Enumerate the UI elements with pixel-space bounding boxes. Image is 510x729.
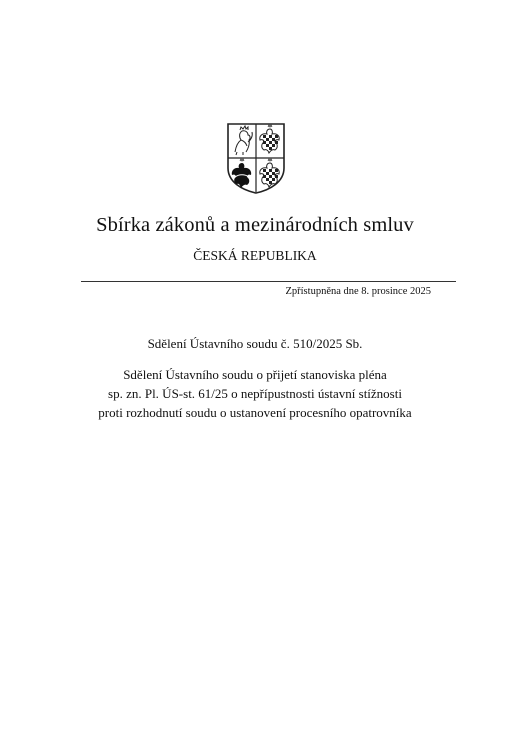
document-title-line: proti rozhodnutí soudu o ustanovení procesního opatrovníka	[98, 405, 412, 420]
coat-of-arms-icon	[226, 122, 286, 194]
document-title-line: sp. zn. Pl. ÚS-st. 61/25 o nepřípustnosti ústavní stížnosti	[108, 386, 402, 401]
document-title-line: Sdělení Ústavního soudu o přijetí stanoviska pléna	[123, 367, 387, 382]
publication-date: Zpřístupněna dne 8. prosince 2025	[285, 286, 431, 297]
document-number: Sdělení Ústavního soudu č. 510/2025 Sb.	[147, 336, 363, 351]
collection-title: Sbírka zákonů a mezinárodních smluv	[96, 214, 414, 236]
header-divider	[81, 281, 456, 282]
country-name: ČESKÁ REPUBLIKA	[193, 248, 317, 263]
document-title	[50, 365, 460, 422]
